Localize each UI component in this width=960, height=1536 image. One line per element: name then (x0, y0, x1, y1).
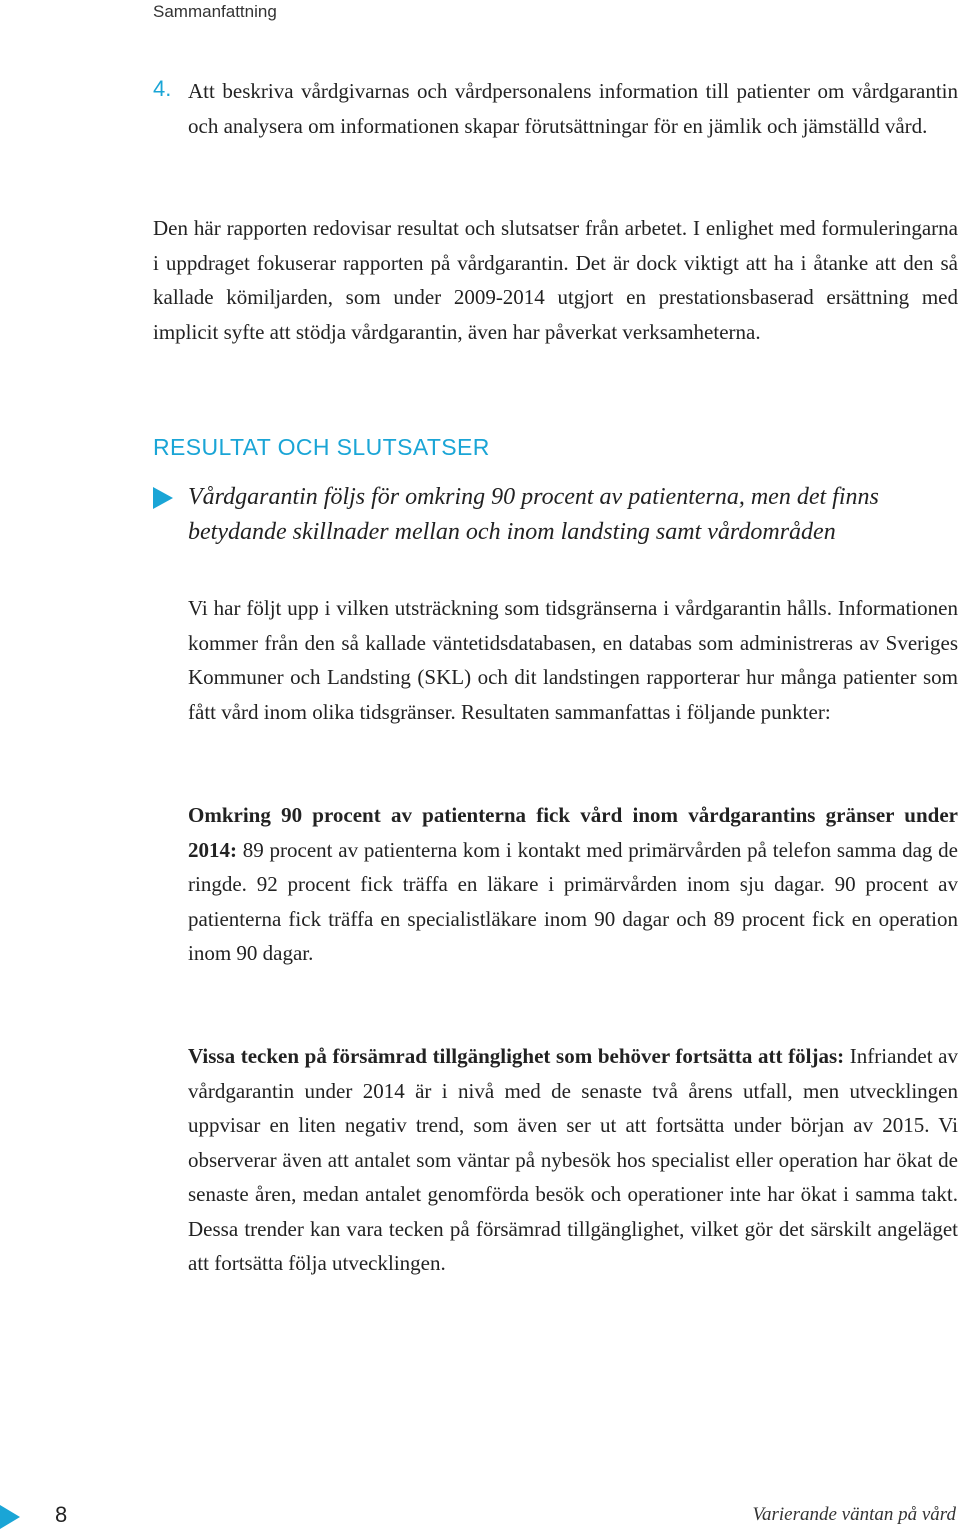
list-item-number: 4. (153, 76, 172, 101)
body-paragraph-1: Vi har följt upp i vilken utsträckning som tidsgränserna i vårdgarantin hålls. Informationen kommer från den så kallade väntetidsdatabasen, en databas som administreras av Sveriges Kommuner och Landsting (SKL) och dit landstingen rapporterar hur många patienter som fått vård inom olika tidsgränser. Resultaten sammanfattas i följande punkter: (188, 596, 958, 724)
paragraph-2-lead: Omkring 90 procent av patienterna fick vård inom vårdgarantins gränser under 2014: (188, 803, 958, 862)
footer-triangle-icon (0, 1505, 20, 1534)
running-head: Sammanfattning (153, 2, 277, 21)
paragraph-3-text: Infriandet av vårdgarantin under 2014 är i nivå med de senaste två årens utfall, men utvecklingen uppvisar en liten negativ trend, som även ser ut att fortsätta under början av 2015. Vi observerar även att antalet som väntar på nybesök hos specialist eller operation har ökat de senaste åren, medan antalet genomförda besök och operationer inte har ökat i samma takt. Dessa trender kan vara tecken på försämrad tillgänglighet, vilket gör det särskilt angeläget att fortsätta följa utvecklingen. (188, 1044, 959, 1275)
footer-title: Varierande väntan på vård (752, 1504, 956, 1525)
body-paragraph-3 (188, 1039, 958, 1281)
section-heading: RESULTAT OCH SLUTSATSER (153, 434, 490, 460)
triangle-right-icon (153, 487, 173, 514)
section-subheading: Vårdgarantin följs för omkring 90 procent av patienterna, men det finns betydande skillnader mellan och inom landsting samt vårdområden (188, 484, 879, 545)
list-item-text: Att beskriva vårdgivarnas och vårdpersonalens information till patienter om vårdgarantin och analysera om informationen skapar förutsättningar för en jämlik och jämställd vård. (188, 79, 958, 138)
intro-paragraph: Den här rapporten redovisar resultat och slutsatser från arbetet. I enlighet med formuleringarna i uppdraget fokuserar rapporten på vårdgarantin. Det är dock viktigt att ha i åtanke att den så kallade kömiljarden, som under 2009-2014 utgjort en prestationsbaserad ersättning med implicit syfte att stödja vårdgarantin, även har påverkat verksamheterna. (153, 216, 958, 344)
page-number: 8 (55, 1502, 68, 1527)
body-paragraph-2 (188, 798, 958, 971)
paragraph-2-text: 89 procent av patienterna kom i kontakt med primärvården på telefon samma dag de ringde. 92 procent fick träffa en läkare i primärvården inom sju dagar. 90 procent av patienterna fick träffa en specialistläkare inom 90 dagar och 89 procent fick en operation inom 90 dagar. (188, 837, 958, 965)
paragraph-3-lead: Vissa tecken på försämrad tillgänglighet som behöver fortsätta att följas: (188, 1044, 845, 1068)
